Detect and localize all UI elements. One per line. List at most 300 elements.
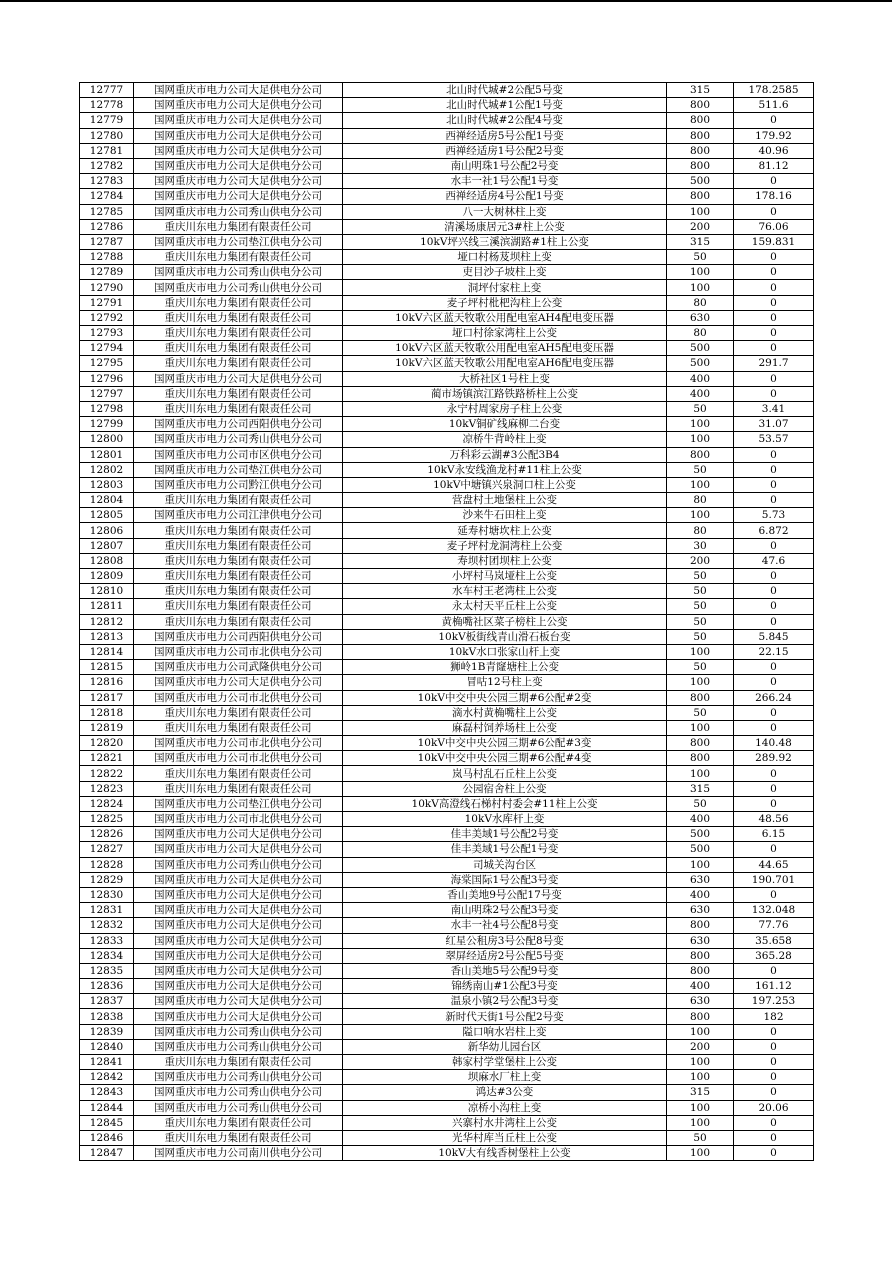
transformer-name-cell: 蔺市场镇滨江路铁路桥柱上公变 (343, 386, 667, 401)
transformer-name-cell: 南山明珠1号公配2号变 (343, 158, 667, 173)
company-cell: 国网重庆市电力公司大足供电分公司 (134, 158, 343, 173)
capacity-cell: 50 (667, 401, 734, 416)
transformer-name-cell: 10kV铜矿线麻柳二台变 (343, 417, 667, 432)
transformer-name-cell: 麦子坪村枇杷沟柱上公变 (343, 295, 667, 310)
table-row (80, 720, 814, 735)
transformer-name-cell: 司城关沟台区 (343, 857, 667, 872)
row-id-cell: 12807 (80, 538, 134, 553)
company-cell: 重庆川东电力集团有限责任公司 (134, 523, 343, 538)
row-id-cell: 12799 (80, 417, 134, 432)
value-cell: 53.57 (734, 432, 814, 447)
capacity-cell: 315 (667, 781, 734, 796)
company-cell: 国网重庆市电力公司大足供电分公司 (134, 1009, 343, 1024)
value-cell: 0 (734, 660, 814, 675)
row-id-cell: 12796 (80, 371, 134, 386)
company-cell: 国网重庆市电力公司大足供电分公司 (134, 918, 343, 933)
capacity-cell: 800 (667, 158, 734, 173)
capacity-cell: 630 (667, 872, 734, 887)
table-row (80, 477, 814, 492)
table-row (80, 1039, 814, 1054)
table-row (80, 614, 814, 629)
table-row (80, 326, 814, 341)
capacity-cell: 630 (667, 903, 734, 918)
table-row (80, 234, 814, 249)
capacity-cell: 400 (667, 812, 734, 827)
row-id-cell: 12792 (80, 310, 134, 325)
row-id-cell: 12840 (80, 1039, 134, 1054)
company-cell: 重庆川东电力集团有限责任公司 (134, 705, 343, 720)
row-id-cell: 12779 (80, 113, 134, 128)
row-id-cell: 12803 (80, 477, 134, 492)
transformer-name-cell: 水车村王老湾柱上公变 (343, 584, 667, 599)
row-id-cell: 12835 (80, 963, 134, 978)
value-cell: 0 (734, 796, 814, 811)
value-cell: 81.12 (734, 158, 814, 173)
company-cell: 国网重庆市电力公司秀山供电分公司 (134, 1085, 343, 1100)
value-cell: 5.73 (734, 508, 814, 523)
value-cell: 0 (734, 295, 814, 310)
table-row (80, 1009, 814, 1024)
capacity-cell: 800 (667, 963, 734, 978)
table-row (80, 98, 814, 113)
capacity-cell: 100 (667, 644, 734, 659)
value-cell: 0 (734, 705, 814, 720)
company-cell: 国网重庆市电力公司大足供电分公司 (134, 83, 343, 98)
company-cell: 国网重庆市电力公司大足供电分公司 (134, 98, 343, 113)
table-row (80, 280, 814, 295)
company-cell: 重庆川东电力集团有限责任公司 (134, 401, 343, 416)
table-row (80, 310, 814, 325)
value-cell: 0 (734, 265, 814, 280)
company-cell: 重庆川东电力集团有限责任公司 (134, 781, 343, 796)
capacity-cell: 100 (667, 432, 734, 447)
company-cell: 国网重庆市电力公司大足供电分公司 (134, 979, 343, 994)
capacity-cell: 100 (667, 204, 734, 219)
row-id-cell: 12809 (80, 569, 134, 584)
table-row (80, 462, 814, 477)
row-id-cell: 12821 (80, 751, 134, 766)
table-row (80, 796, 814, 811)
company-cell: 国网重庆市电力公司武隆供电分公司 (134, 660, 343, 675)
table-row (80, 948, 814, 963)
transformer-name-cell: 万科彩云湖#3公配3B4 (343, 447, 667, 462)
value-cell: 161.12 (734, 979, 814, 994)
company-cell: 国网重庆市电力公司秀山供电分公司 (134, 432, 343, 447)
row-id-cell: 12782 (80, 158, 134, 173)
company-cell: 国网重庆市电力公司西阳供电分公司 (134, 417, 343, 432)
row-id-cell: 12822 (80, 766, 134, 781)
capacity-cell: 500 (667, 842, 734, 857)
capacity-cell: 400 (667, 371, 734, 386)
row-id-cell: 12838 (80, 1009, 134, 1024)
value-cell: 0 (734, 326, 814, 341)
capacity-cell: 400 (667, 887, 734, 902)
company-cell: 国网重庆市电力公司大足供电分公司 (134, 143, 343, 158)
row-id-cell: 12814 (80, 644, 134, 659)
capacity-cell: 100 (667, 1115, 734, 1130)
value-cell: 76.06 (734, 219, 814, 234)
value-cell: 0 (734, 250, 814, 265)
transformer-name-cell: 凉桥牛背岭柱上变 (343, 432, 667, 447)
value-cell: 5.845 (734, 629, 814, 644)
capacity-cell: 630 (667, 933, 734, 948)
transformer-name-cell: 隘口响水岩柱上变 (343, 1024, 667, 1039)
transformer-name-cell: 水丰一社1号公配1号变 (343, 174, 667, 189)
row-id-cell: 12800 (80, 432, 134, 447)
capacity-cell: 400 (667, 386, 734, 401)
company-cell: 重庆川东电力集团有限责任公司 (134, 493, 343, 508)
table-row (80, 128, 814, 143)
company-cell: 国网重庆市电力公司秀山供电分公司 (134, 1100, 343, 1115)
row-id-cell: 12810 (80, 584, 134, 599)
transformer-name-cell: 岚马村乱石丘柱上公变 (343, 766, 667, 781)
row-id-cell: 12777 (80, 83, 134, 98)
table-row (80, 629, 814, 644)
capacity-cell: 400 (667, 979, 734, 994)
table-row (80, 523, 814, 538)
row-id-cell: 12816 (80, 675, 134, 690)
capacity-cell: 200 (667, 553, 734, 568)
table-row (80, 341, 814, 356)
company-cell: 国网重庆市电力公司秀山供电分公司 (134, 1070, 343, 1085)
company-cell: 国网重庆市电力公司秀山供电分公司 (134, 280, 343, 295)
table-row (80, 963, 814, 978)
table-row (80, 690, 814, 705)
row-id-cell: 12820 (80, 736, 134, 751)
table-row (80, 447, 814, 462)
row-id-cell: 12788 (80, 250, 134, 265)
company-cell: 重庆川东电力集团有限责任公司 (134, 584, 343, 599)
company-cell: 国网重庆市电力公司大足供电分公司 (134, 948, 343, 963)
table-row (80, 356, 814, 371)
table-row (80, 1055, 814, 1070)
value-cell: 140.48 (734, 736, 814, 751)
transformer-name-cell: 10kV中塘镇兴泉洞口柱上公变 (343, 477, 667, 492)
table-row (80, 493, 814, 508)
table-row (80, 644, 814, 659)
capacity-cell: 100 (667, 477, 734, 492)
table-row (80, 781, 814, 796)
transformer-name-cell: 10kV六区蓝天牧歌公用配电室AH4配电变压器 (343, 310, 667, 325)
company-cell: 国网重庆市电力公司西阳供电分公司 (134, 629, 343, 644)
value-cell: 0 (734, 569, 814, 584)
table-row (80, 401, 814, 416)
table-row (80, 143, 814, 158)
row-id-cell: 12806 (80, 523, 134, 538)
company-cell: 重庆川东电力集团有限责任公司 (134, 310, 343, 325)
transformer-name-cell: 10kV大有线香树堡柱上公变 (343, 1146, 667, 1161)
company-cell: 国网重庆市电力公司大足供电分公司 (134, 887, 343, 902)
transformer-name-cell: 冒咕12号柱上变 (343, 675, 667, 690)
value-cell: 0 (734, 280, 814, 295)
capacity-cell: 100 (667, 1024, 734, 1039)
capacity-cell: 80 (667, 326, 734, 341)
capacity-cell: 50 (667, 660, 734, 675)
value-cell: 0 (734, 386, 814, 401)
company-cell: 重庆川东电力集团有限责任公司 (134, 720, 343, 735)
capacity-cell: 80 (667, 295, 734, 310)
transformer-name-cell: 新时代天街1号公配2号变 (343, 1009, 667, 1024)
row-id-cell: 12790 (80, 280, 134, 295)
value-cell: 0 (734, 447, 814, 462)
row-id-cell: 12787 (80, 234, 134, 249)
value-cell: 0 (734, 781, 814, 796)
table-row (80, 994, 814, 1009)
value-cell: 0 (734, 1085, 814, 1100)
capacity-cell: 50 (667, 614, 734, 629)
company-cell: 重庆川东电力集团有限责任公司 (134, 766, 343, 781)
capacity-cell: 100 (667, 857, 734, 872)
company-cell: 重庆川东电力集团有限责任公司 (134, 614, 343, 629)
value-cell: 178.16 (734, 189, 814, 204)
transformer-name-cell: 永宁村周家房子柱上公变 (343, 401, 667, 416)
capacity-cell: 100 (667, 1146, 734, 1161)
transformer-name-cell: 10kV中交中央公园三期#6公配#4变 (343, 751, 667, 766)
table-row (80, 174, 814, 189)
transformer-name-cell: 垭口村杨芨坝柱上变 (343, 250, 667, 265)
capacity-cell: 50 (667, 796, 734, 811)
table-row (80, 903, 814, 918)
capacity-cell: 800 (667, 751, 734, 766)
company-cell: 国网重庆市电力公司黔江供电分公司 (134, 477, 343, 492)
value-cell: 0 (734, 538, 814, 553)
value-cell: 0 (734, 1146, 814, 1161)
value-cell: 0 (734, 1039, 814, 1054)
transformer-name-cell: 小坪村马岚垭柱上公变 (343, 569, 667, 584)
capacity-cell: 800 (667, 113, 734, 128)
transformer-name-cell: 新华幼儿园台区 (343, 1039, 667, 1054)
value-cell: 0 (734, 493, 814, 508)
value-cell: 0 (734, 614, 814, 629)
company-cell: 国网重庆市电力公司垫江供电分公司 (134, 796, 343, 811)
value-cell: 0 (734, 310, 814, 325)
company-cell: 国网重庆市电力公司市区供电分公司 (134, 447, 343, 462)
transformer-name-cell: 麻磊村饲养场柱上公变 (343, 720, 667, 735)
row-id-cell: 12795 (80, 356, 134, 371)
row-id-cell: 12847 (80, 1146, 134, 1161)
transformer-name-cell: 北山时代城#2公配4号变 (343, 113, 667, 128)
transformer-name-cell: 沙来牛石田柱上变 (343, 508, 667, 523)
capacity-cell: 800 (667, 189, 734, 204)
company-cell: 国网重庆市电力公司大足供电分公司 (134, 933, 343, 948)
capacity-cell: 100 (667, 1055, 734, 1070)
capacity-cell: 100 (667, 265, 734, 280)
table-row (80, 1085, 814, 1100)
value-cell: 0 (734, 842, 814, 857)
company-cell: 国网重庆市电力公司南川供电分公司 (134, 1146, 343, 1161)
transformer-name-cell: 垭口村徐家湾柱上公变 (343, 326, 667, 341)
table-row (80, 979, 814, 994)
value-cell: 0 (734, 1130, 814, 1145)
row-id-cell: 12826 (80, 827, 134, 842)
transformer-name-cell: 营盘村土地堡柱上公变 (343, 493, 667, 508)
capacity-cell: 50 (667, 599, 734, 614)
table-row (80, 219, 814, 234)
row-id-cell: 12824 (80, 796, 134, 811)
row-id-cell: 12846 (80, 1130, 134, 1145)
row-id-cell: 12801 (80, 447, 134, 462)
capacity-cell: 100 (667, 1100, 734, 1115)
value-cell: 289.92 (734, 751, 814, 766)
row-id-cell: 12797 (80, 386, 134, 401)
transformer-name-cell: 北山时代城#2公配5号变 (343, 83, 667, 98)
transformer-name-cell: 10kV水库杆上变 (343, 812, 667, 827)
transformer-name-cell: 韩家村学堂堡柱上公变 (343, 1055, 667, 1070)
table-row (80, 538, 814, 553)
value-cell: 48.56 (734, 812, 814, 827)
company-cell: 国网重庆市电力公司大足供电分公司 (134, 827, 343, 842)
table-row (80, 1130, 814, 1145)
value-cell: 35.658 (734, 933, 814, 948)
row-id-cell: 12781 (80, 143, 134, 158)
capacity-cell: 800 (667, 736, 734, 751)
company-cell: 重庆川东电力集团有限责任公司 (134, 1130, 343, 1145)
company-cell: 国网重庆市电力公司大足供电分公司 (134, 963, 343, 978)
transformer-name-cell: 佳丰美域1号公配2号变 (343, 827, 667, 842)
company-cell: 国网重庆市电力公司大足供电分公司 (134, 842, 343, 857)
row-id-cell: 12789 (80, 265, 134, 280)
capacity-cell: 30 (667, 538, 734, 553)
row-id-cell: 12819 (80, 720, 134, 735)
value-cell: 197.253 (734, 994, 814, 1009)
value-cell: 3.41 (734, 401, 814, 416)
row-id-cell: 12845 (80, 1115, 134, 1130)
value-cell: 190.701 (734, 872, 814, 887)
table-row (80, 751, 814, 766)
transformer-name-cell: 公园宿舍柱上公变 (343, 781, 667, 796)
transformer-name-cell: 延寿村塘坎柱上公变 (343, 523, 667, 538)
transformer-name-cell: 南山明珠2号公配3号变 (343, 903, 667, 918)
capacity-cell: 50 (667, 1130, 734, 1145)
transformer-name-cell: 鸿达#3公变 (343, 1085, 667, 1100)
company-cell: 国网重庆市电力公司大足供电分公司 (134, 371, 343, 386)
table-row (80, 827, 814, 842)
company-cell: 国网重庆市电力公司大足供电分公司 (134, 872, 343, 887)
table-row (80, 1115, 814, 1130)
capacity-cell: 200 (667, 219, 734, 234)
row-id-cell: 12812 (80, 614, 134, 629)
transformer-name-cell: 红星公租房3号公配8号变 (343, 933, 667, 948)
capacity-cell: 630 (667, 994, 734, 1009)
row-id-cell: 12843 (80, 1085, 134, 1100)
capacity-cell: 800 (667, 128, 734, 143)
capacity-cell: 50 (667, 705, 734, 720)
value-cell: 0 (734, 113, 814, 128)
value-cell: 77.76 (734, 918, 814, 933)
row-id-cell: 12823 (80, 781, 134, 796)
row-id-cell: 12828 (80, 857, 134, 872)
capacity-cell: 315 (667, 234, 734, 249)
transformer-name-cell: 永太村天平丘柱上公变 (343, 599, 667, 614)
transformer-name-cell: 10kV水口张家山杆上变 (343, 644, 667, 659)
row-id-cell: 12808 (80, 553, 134, 568)
company-cell: 国网重庆市电力公司大足供电分公司 (134, 174, 343, 189)
value-cell: 291.7 (734, 356, 814, 371)
row-id-cell: 12831 (80, 903, 134, 918)
capacity-cell: 800 (667, 447, 734, 462)
value-cell: 22.15 (734, 644, 814, 659)
transformer-name-cell: 10kV六区蓝天牧歌公用配电室AH6配电变压器 (343, 356, 667, 371)
transformer-name-cell: 10kV高澄线石梯村村委会#11柱上公变 (343, 796, 667, 811)
table-row (80, 386, 814, 401)
value-cell: 0 (734, 1024, 814, 1039)
capacity-cell: 100 (667, 280, 734, 295)
capacity-cell: 630 (667, 310, 734, 325)
row-id-cell: 12833 (80, 933, 134, 948)
capacity-cell: 100 (667, 766, 734, 781)
capacity-cell: 100 (667, 675, 734, 690)
company-cell: 国网重庆市电力公司大足供电分公司 (134, 675, 343, 690)
company-cell: 重庆川东电力集团有限责任公司 (134, 326, 343, 341)
transformer-name-cell: 温泉小镇2号公配3号变 (343, 994, 667, 1009)
company-cell: 国网重庆市电力公司大足供电分公司 (134, 903, 343, 918)
company-cell: 重庆川东电力集团有限责任公司 (134, 553, 343, 568)
capacity-cell: 200 (667, 1039, 734, 1054)
row-id-cell: 12825 (80, 812, 134, 827)
capacity-cell: 315 (667, 83, 734, 98)
row-id-cell: 12818 (80, 705, 134, 720)
table-row (80, 265, 814, 280)
table-row (80, 857, 814, 872)
capacity-cell: 800 (667, 1009, 734, 1024)
company-cell: 国网重庆市电力公司市北供电分公司 (134, 690, 343, 705)
capacity-cell: 50 (667, 569, 734, 584)
transformer-name-cell: 西禅经适房1号公配2号变 (343, 143, 667, 158)
table-row (80, 736, 814, 751)
value-cell: 44.65 (734, 857, 814, 872)
capacity-cell: 315 (667, 1085, 734, 1100)
row-id-cell: 12811 (80, 599, 134, 614)
company-cell: 重庆川东电力集团有限责任公司 (134, 599, 343, 614)
table-row (80, 417, 814, 432)
row-id-cell: 12780 (80, 128, 134, 143)
transformer-name-cell: 大桥社区1号柱上变 (343, 371, 667, 386)
company-cell: 国网重庆市电力公司市北供电分公司 (134, 751, 343, 766)
transformer-name-cell: 吏目沙子坡柱上变 (343, 265, 667, 280)
table-row (80, 204, 814, 219)
company-cell: 重庆川东电力集团有限责任公司 (134, 295, 343, 310)
row-id-cell: 12829 (80, 872, 134, 887)
table-row (80, 660, 814, 675)
value-cell: 0 (734, 599, 814, 614)
table-row (80, 812, 814, 827)
value-cell: 365.28 (734, 948, 814, 963)
company-cell: 国网重庆市电力公司秀山供电分公司 (134, 857, 343, 872)
value-cell: 0 (734, 204, 814, 219)
company-cell: 重庆川东电力集团有限责任公司 (134, 1115, 343, 1130)
table-row (80, 158, 814, 173)
capacity-cell: 80 (667, 493, 734, 508)
row-id-cell: 12832 (80, 918, 134, 933)
transformer-name-cell: 凉桥小沟柱上变 (343, 1100, 667, 1115)
row-id-cell: 12786 (80, 219, 134, 234)
company-cell: 国网重庆市电力公司大足供电分公司 (134, 113, 343, 128)
transformer-name-cell: 香山美地9号公配17号变 (343, 887, 667, 902)
transformer-name-cell: 海棠国际1号公配3号变 (343, 872, 667, 887)
company-cell: 国网重庆市电力公司大足供电分公司 (134, 189, 343, 204)
company-cell: 重庆川东电力集团有限责任公司 (134, 356, 343, 371)
row-id-cell: 12785 (80, 204, 134, 219)
value-cell: 40.96 (734, 143, 814, 158)
value-cell: 0 (734, 675, 814, 690)
row-id-cell: 12844 (80, 1100, 134, 1115)
capacity-cell: 100 (667, 1070, 734, 1085)
value-cell: 0 (734, 963, 814, 978)
capacity-cell: 50 (667, 629, 734, 644)
table-row (80, 569, 814, 584)
value-cell: 0 (734, 1070, 814, 1085)
company-cell: 国网重庆市电力公司江津供电分公司 (134, 508, 343, 523)
